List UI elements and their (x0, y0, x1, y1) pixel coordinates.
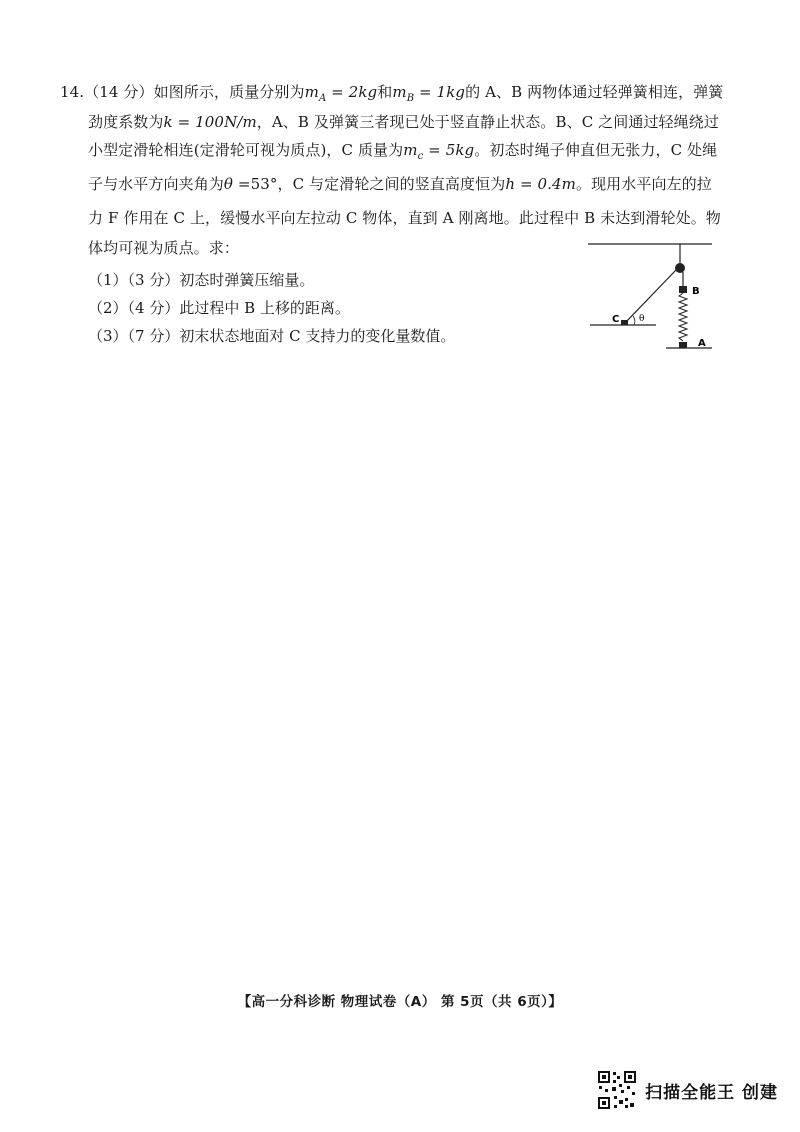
math-term: N/m (224, 113, 257, 131)
scanner-watermark (597, 1070, 778, 1110)
question-text: 劲度系数为 (88, 113, 164, 131)
question-text: 的 A、B 两物体通过轻弹簧相连，弹簧 (465, 83, 724, 101)
math-term: = 2 (326, 83, 359, 101)
math-term: kg (455, 141, 475, 159)
watermark-text: 扫描全能王 创建 (645, 1082, 778, 1103)
question-text: 力 F 作用在 C 上，缓慢水平向左拉动 C 物体，直到 A 刚离地。此过程中 B 未达到滑轮处。物 (88, 209, 721, 227)
question-text: 和 (377, 83, 393, 101)
spring (679, 293, 687, 341)
sub-question-1: （1）（3 分）初态时弹簧压缩量。 (88, 271, 315, 289)
question-line (88, 208, 753, 228)
math-subscript: A (318, 93, 327, 104)
page-footer: 【高一分科诊断 物理试卷（A） 第 5页（共 6页）】 (237, 994, 563, 1010)
sub-question-3: （3）（7 分）初末状态地面对 C 支持力的变化量数值。 (88, 327, 456, 345)
question-text: 。现用水平向左的拉 (575, 175, 712, 193)
math-term: k (163, 113, 173, 131)
question-line (88, 140, 753, 167)
question-line (88, 112, 753, 132)
math-term: = 100 (172, 113, 225, 131)
question-text: 子与水平方向夹角为 (88, 175, 224, 193)
math-term: = 1 (414, 83, 447, 101)
question-text: 小型定滑轮相连(定滑轮可视为质点)，C 质量为 (88, 141, 404, 159)
question-number: 14. (60, 83, 85, 101)
block-c (621, 320, 628, 325)
math-term: = 0.4 (515, 175, 562, 193)
math-term: m (561, 175, 576, 193)
block-a (679, 342, 687, 348)
pulley-icon (675, 263, 685, 273)
math-term: m (403, 141, 418, 159)
question-text: （14 分）如图所示，质量分别为 (84, 83, 305, 101)
label-theta: θ (639, 314, 645, 324)
question-text: =53°，C 与定滑轮之间的竖直高度恒为 (233, 175, 506, 193)
math-term: h (505, 175, 516, 193)
label-c: C (612, 314, 620, 325)
math-term: kg (446, 83, 466, 101)
math-term: kg (358, 83, 378, 101)
question-text: ，A、B 及弹簧三者现已处于竖直静止状态。B、C 之间通过轻绳绕过 (256, 113, 719, 131)
math-term: m (304, 83, 319, 101)
sub-question-2: （2）（4 分）此过程中 B 上移的距离。 (88, 299, 350, 317)
rope-to-c (624, 270, 676, 324)
theta-arc (633, 316, 635, 325)
question-line (88, 174, 753, 194)
qr-code-icon (597, 1070, 637, 1110)
question-text: 。初态时绳子伸直但无张力，C 处绳 (474, 141, 718, 159)
math-subscript: B (406, 93, 415, 104)
label-a: A (698, 338, 706, 349)
math-term: θ (223, 175, 234, 193)
pulley-spring-diagram (588, 238, 718, 354)
question-text: 体均可视为质点。求： (88, 239, 240, 257)
label-b: B (692, 286, 700, 297)
block-b (679, 286, 687, 293)
question-line (60, 82, 725, 109)
math-subscript: c (417, 151, 424, 162)
math-term: m (392, 83, 407, 101)
math-term: = 5 (423, 141, 456, 159)
